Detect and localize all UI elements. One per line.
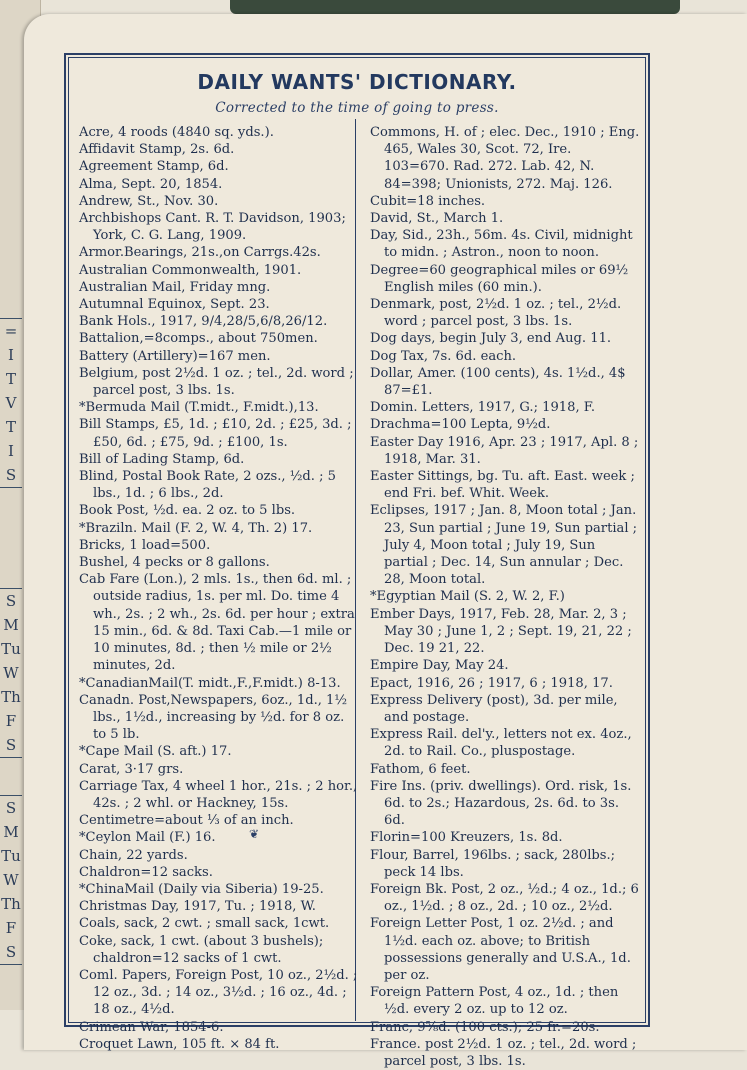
dictionary-entry: Florin=100 Kreuzers, 1s. 8d. bbox=[370, 830, 563, 846]
dictionary-entry: Easter Sittings, bg. Tu. aft. East. week ; end Fri. bef. Whit. Week. bbox=[370, 469, 635, 502]
dictionary-entry: Chain, 22 yards. bbox=[79, 847, 188, 863]
page-frame bbox=[64, 53, 650, 1069]
dictionary-entry: Foreign Pattern Post, 4 oz., 1d. ; then ½d. every 2 oz. up to 12 oz. bbox=[370, 985, 619, 1018]
dictionary-entry: Flour, Barrel, 196lbs. ; sack, 280lbs.; peck 14 lbs. bbox=[370, 847, 616, 880]
dictionary-entry: *Egyptian Mail (S. 2, W. 2, F.) bbox=[370, 589, 565, 605]
dictionary-entry: Domin. Letters, 1917, G.; 1918, F. bbox=[370, 400, 595, 416]
dictionary-entry: Coml. Papers, Foreign Post, 10 oz., 2½d. ; 12 oz., 3d. ; 14 oz., 3½d. ; 16 oz., 4d. ; 18 oz., 4½d. bbox=[79, 967, 358, 1018]
side-fragment-letter: S bbox=[5, 736, 17, 754]
side-fragment-letter: F bbox=[5, 919, 17, 937]
dictionary-entry: Bill Stamps, £5, 1d. ; £10, 2d. ; £25, 3d. ; £50, 6d. ; £75, 9d. ; £100, 1s. bbox=[79, 417, 352, 450]
dictionary-entry: Agreement Stamp, 6d. bbox=[79, 159, 229, 175]
dictionary-entry: Empire Day, May 24. bbox=[370, 658, 509, 674]
side-fragment-letter: S bbox=[5, 799, 17, 817]
side-fragment-letter: T bbox=[5, 370, 16, 388]
page-title: DAILY WANTS' DICTIONARY. bbox=[197, 70, 517, 94]
side-fragment-letter: Tu bbox=[1, 640, 21, 658]
side-fragment-letter: S bbox=[5, 943, 17, 961]
dictionary-entry: Carat, 3·17 grs. bbox=[79, 761, 184, 777]
dictionary-entry: *CanadianMail(T. midt.,F.,F.midt.) 8-13. bbox=[79, 675, 341, 691]
dictionary-entry: Drachma=100 Lepta, 9½d. bbox=[370, 417, 551, 433]
side-fragment-letter: Th bbox=[1, 895, 21, 913]
dictionary-entry: Degree=60 geographical miles or 69½ English miles (60 min.). bbox=[370, 262, 629, 295]
dictionary-entry: David, St., March 1. bbox=[370, 211, 504, 227]
dictionary-entry: Cubit=18 inches. bbox=[370, 193, 486, 209]
dictionary-entry: Acre, 4 roods (4840 sq. yds.). bbox=[79, 125, 274, 140]
dictionary-entry: Cab Fare (Lon.), 2 mls. 1s., then 6d. ml. ; outside radius, 1s. per ml. Do. time 4 wh., 2s. ; 2 wh., 2s. 6d. per hour ; extra 15 min., 6d. & 8d. Taxi Cab.—1 mile or 10 minutes, 8d. ; then ½ mile or 2½ minutes, 2d. bbox=[79, 572, 355, 674]
dictionary-entry: Croquet Lawn, 105 ft. × 84 ft. bbox=[79, 1036, 280, 1052]
page-subtitle: Corrected to the time of going to press. bbox=[215, 100, 499, 116]
dictionary-entry: Fire Ins. (priv. dwellings). Ord. risk, 1s. 6d. to 2s.; Hazardous, 2s. 6d. to 3s. 6d. bbox=[370, 778, 632, 829]
dictionary-entry: Battery (Artillery)=167 men. bbox=[79, 348, 271, 364]
side-fragment-letter: S bbox=[5, 592, 17, 610]
side-fragment-letter: M bbox=[3, 616, 19, 634]
dictionary-entry: Bricks, 1 load=500. bbox=[79, 537, 211, 553]
dictionary-entry: Book Post, ½d. ea. 2 oz. to 5 lbs. bbox=[79, 503, 296, 519]
side-fragment-letter: M bbox=[3, 823, 19, 841]
dictionary-entry: Crimean War, 1854-6. bbox=[79, 1019, 224, 1035]
dictionary-entry: Ember Days, 1917, Feb. 28, Mar. 2, 3 ; May 30 ; June 1, 2 ; Sept. 19, 21, 22 ; Dec. 19 21, 22. bbox=[370, 606, 632, 657]
dictionary-entry: Franc, 9⅝d. (100 cts.); 25 fr.=20s. bbox=[370, 1019, 600, 1035]
dictionary-entry: France. post 2½d. 1 oz. ; tel., 2d. word ; parcel post, 3 lbs. 1s. bbox=[370, 1036, 637, 1069]
dictionary-entry: Eclipses, 1917 ; Jan. 8, Moon total ; Jan. 23, Sun partial ; June 19, Sun partial ; July 4, Moon total ; July 19, Sun partial ; Dec. 14, Sun annular ; Dec. 28, Moon total. bbox=[370, 503, 638, 588]
side-fragment-letter: W bbox=[3, 664, 19, 682]
dictionary-entry: Canadn. Post,Newspapers, 6oz., 1d., 1½ lbs., 1½d., increasing by ½d. for 8 oz. to 5 lb. bbox=[79, 692, 348, 743]
dictionary-entry: Andrew, St., Nov. 30. bbox=[79, 193, 219, 209]
dictionary-entry: Fathom, 6 feet. bbox=[370, 761, 471, 777]
cover-edge bbox=[230, 0, 680, 14]
dictionary-entry: Dog Tax, 7s. 6d. each. bbox=[370, 348, 517, 364]
dictionary-entry: Chaldron=12 sacks. bbox=[79, 864, 213, 880]
dictionary-entry: Affidavit Stamp, 2s. 6d. bbox=[79, 142, 235, 158]
dictionary-entry: Centimetre=about ⅓ of an inch. bbox=[79, 813, 294, 829]
side-fragment-letter: W bbox=[3, 871, 19, 889]
dictionary-entry: Alma, Sept. 20, 1854. bbox=[79, 176, 223, 192]
dictionary-entry: Christmas Day, 1917, Tu. ; 1918, W. bbox=[79, 899, 316, 915]
side-fragment-letter: V bbox=[5, 394, 17, 412]
dictionary-entry: *Ceylon Mail (F.) 16. bbox=[79, 830, 216, 846]
dictionary-entry: Express Rail. del'y., letters not ex. 4oz., 2d. to Rail. Co., pluspostage. bbox=[370, 727, 632, 760]
dictionary-entry: Day, Sid., 23h., 56m. 4s. Civil, midnight to midn. ; Astron., noon to noon. bbox=[370, 228, 633, 261]
side-fragment-letter: Th bbox=[1, 688, 21, 706]
dictionary-entry: Bushel, 4 pecks or 8 gallons. bbox=[79, 555, 270, 571]
side-fragment-letter: = bbox=[4, 322, 18, 340]
side-fragment-letter: Tu bbox=[1, 847, 21, 865]
dictionary-entry: Bank Hols., 1917, 9/4,28/5,6/8,26/12. bbox=[79, 314, 328, 330]
side-fragment-letter: F bbox=[5, 712, 17, 730]
side-fragment-upper bbox=[0, 318, 22, 488]
dictionary-entry: Blind, Postal Book Rate, 2 ozs., ½d. ; 5 lbs., 1d. ; 6 lbs., 2d. bbox=[79, 469, 337, 502]
dictionary-entry: *ChinaMail (Daily via Siberia) 19-25. bbox=[79, 881, 324, 897]
side-fragment-letter: I bbox=[8, 346, 14, 364]
dictionary-entry: Easter Day 1916, Apr. 23 ; 1917, Apl. 8 ; 1918, Mar. 31. bbox=[370, 434, 639, 467]
dictionary-entry: Australian Mail, Friday mng. bbox=[79, 279, 271, 295]
dictionary-entry: Belgium, post 2½d. 1 oz. ; tel., 2d. word ; parcel post, 3 lbs. 1s. bbox=[79, 365, 354, 399]
dictionary-entry: *Cape Mail (S. aft.) 17. bbox=[79, 744, 232, 760]
dictionary-entry: Foreign Letter Post, 1 oz. 2½d. ; and 1½d. each oz. above; to British possessions generally and U.S.A., 1d. per oz. bbox=[370, 916, 631, 983]
column-divider bbox=[355, 119, 356, 1021]
side-fragment-letter: T bbox=[5, 418, 16, 436]
dictionary-entry: *Braziln. Mail (F. 2, W. 4, Th. 2) 17. bbox=[79, 520, 313, 536]
dictionary-entry: Armor.Bearings, 21s.,on Carrgs.42s. bbox=[79, 245, 321, 261]
dictionary-entry: Dollar, Amer. (100 cents), 4s. 1½d., 4$ 87=£1. bbox=[370, 365, 626, 399]
dictionary-entry: Coals, sack, 2 cwt. ; small sack, 1cwt. bbox=[79, 916, 330, 932]
dictionary-entry: Commons, H. of ; elec. Dec., 1910 ; Eng. 465, Wales 30, Scot. 72, Ire. 103=670. Rad. 272. Lab. 42, N. 84=398; Unionists, 272. Maj. 126. bbox=[370, 125, 640, 192]
side-fragment-lower bbox=[0, 795, 22, 965]
dictionary-card bbox=[24, 14, 747, 1069]
dictionary-entry: Dog days, begin July 3, end Aug. 11. bbox=[370, 331, 612, 347]
side-fragment-letter: S bbox=[5, 466, 17, 484]
dictionary-entry: Autumnal Equinox, Sept. 23. bbox=[79, 297, 270, 313]
dictionary-entry: Australian Commonwealth, 1901. bbox=[79, 262, 302, 278]
dictionary-entry: *Bermuda Mail (T.midt., F.midt.),13. bbox=[79, 400, 319, 416]
dictionary-entry: Battalion,=8comps., about 750men. bbox=[79, 331, 318, 347]
dictionary-entry: Denmark, post, 2½d. 1 oz. ; tel., 2½d. word ; parcel post, 3 lbs. 1s. bbox=[370, 297, 622, 330]
dictionary-entry: Archbishops Cant. R. T. Davidson, 1903; York, C. G. Lang, 1909. bbox=[79, 211, 346, 244]
ink-mark: ❦ bbox=[249, 827, 260, 841]
dictionary-entry: Epact, 1916, 26 ; 1917, 6 ; 1918, 17. bbox=[370, 675, 613, 691]
dictionary-entry: Coke, sack, 1 cwt. (about 3 bushels); chaldron=12 sacks of 1 cwt. bbox=[79, 933, 324, 966]
dictionary-entry: Foreign Bk. Post, 2 oz., ½d.; 4 oz., 1d.; 6 oz., 1½d. ; 8 oz., 2d. ; 10 oz., 2½d. bbox=[370, 881, 639, 915]
side-fragment-middle bbox=[0, 588, 22, 758]
dictionary-entry: Bill of Lading Stamp, 6d. bbox=[79, 451, 245, 467]
right-column bbox=[370, 124, 640, 1070]
left-column bbox=[79, 124, 359, 1053]
dictionary-entry: Express Delivery (post), 3d. per mile, and postage. bbox=[370, 692, 618, 725]
dictionary-entry: Carriage Tax, 4 wheel 1 hor., 21s. ; 2 hor., 42s. ; 2 whl. or Hackney, 15s. bbox=[79, 778, 358, 811]
side-fragment-letter: I bbox=[8, 442, 14, 460]
